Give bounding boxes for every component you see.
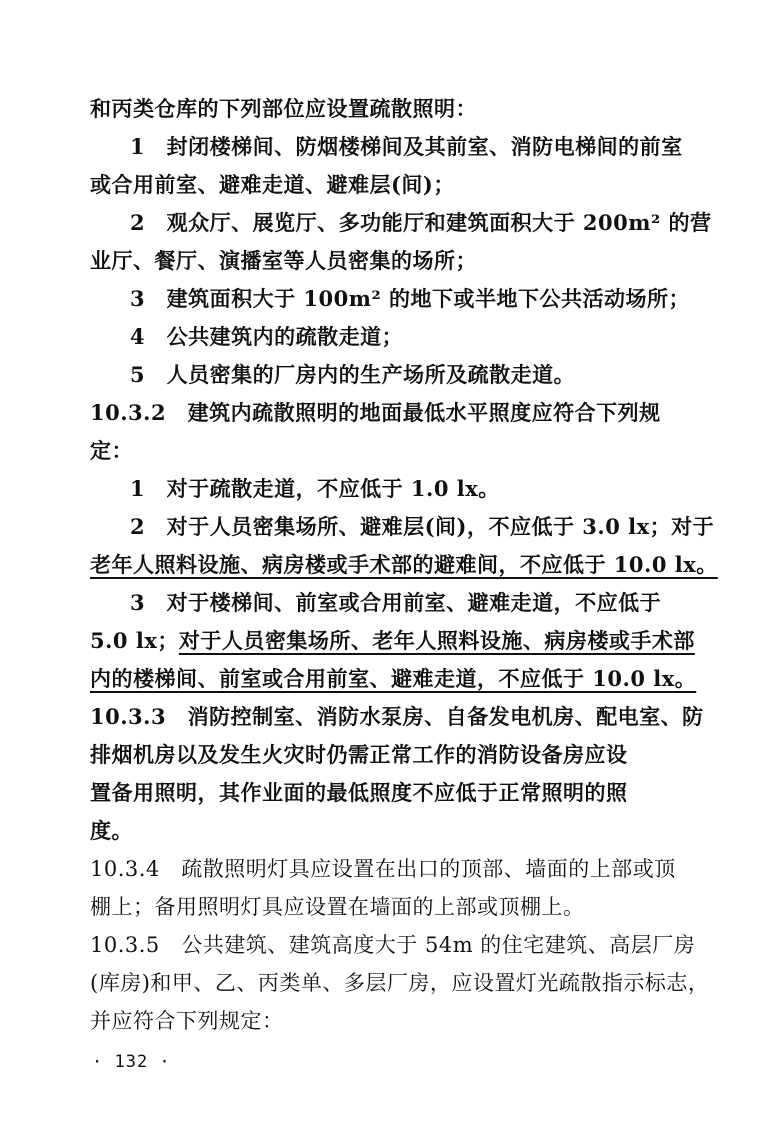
section-10-3-4-heading: 10.3.4 疏散照明灯具应设置在出口的顶部、墙面的上部或顶 <box>90 857 676 881</box>
list-item-2: 2 观众厅、展览厅、多功能厅和建筑面积大于 200m² 的营 <box>130 210 712 235</box>
text-line: 或合用前室、避难走道、避难层(间)； <box>90 172 455 197</box>
text-line: 并应符合下列规定： <box>90 1009 284 1033</box>
list-item-4: 4 公共建筑内的疏散走道； <box>130 324 404 349</box>
text-line-continuation: 和丙类仓库的下列部位应设置疏散照明： <box>90 96 477 121</box>
list-item-1: 1 对于疏散走道，不应低于 1.0 lx。 <box>130 476 500 501</box>
text-line: 定： <box>90 438 133 463</box>
text-line: 度。 <box>90 818 133 843</box>
list-item-5: 5 人员密集的厂房内的生产场所及疏散走道。 <box>130 362 576 387</box>
text-line: (库房)和甲、乙、丙类单、多层厂房，应设置灯光疏散指示标志， <box>90 971 710 995</box>
text-line-mixed <box>90 624 695 658</box>
text-line: 棚上；备用照明灯具应设置在墙面的上部或顶棚上。 <box>90 895 585 919</box>
underlined-text-line: 内的楼梯间、前室或合用前室、避难走道，不应低于 10.0 lx。 <box>90 666 697 691</box>
page-number: · 132 · <box>92 1052 171 1072</box>
list-item-3: 3 建筑面积大于 100m² 的地下或半地下公共活动场所； <box>130 286 690 311</box>
text-line: 置备用照明，其作业面的最低照度不应低于正常照明的照 <box>90 780 628 805</box>
text-line: 排烟机房以及发生火灾时仍需正常工作的消防设备房应设 <box>90 742 628 767</box>
section-10-3-3-heading: 10.3.3 消防控制室、消防水泵房、自备发电机房、配电室、防 <box>90 704 704 729</box>
section-10-3-2-heading: 10.3.2 建筑内疏散照明的地面最低水平照度应符合下列规 <box>90 400 661 425</box>
text-segment: 5.0 lx； <box>90 628 179 653</box>
section-10-3-5-heading: 10.3.5 公共建筑、建筑高度大于 54m 的住宅建筑、高层厂房 <box>90 933 696 957</box>
text-line: 业厅、餐厅、演播室等人员密集的场所； <box>90 248 477 273</box>
list-item-3: 3 对于楼梯间、前室或合用前室、避难走道，不应低于 <box>130 590 662 615</box>
list-item-2: 2 对于人员密集场所、避难层(间)，不应低于 3.0 lx；对于 <box>130 514 715 539</box>
underlined-text-line: 老年人照料设施、病房楼或手术部的避难间，不应低于 10.0 lx。 <box>90 552 718 577</box>
list-item-1: 1 封闭楼梯间、防烟楼梯间及其前室、消防电梯间的前室 <box>130 134 683 159</box>
underlined-text-segment: 对于人员密集场所、老年人照料设施、病房楼或手术部 <box>178 628 695 653</box>
